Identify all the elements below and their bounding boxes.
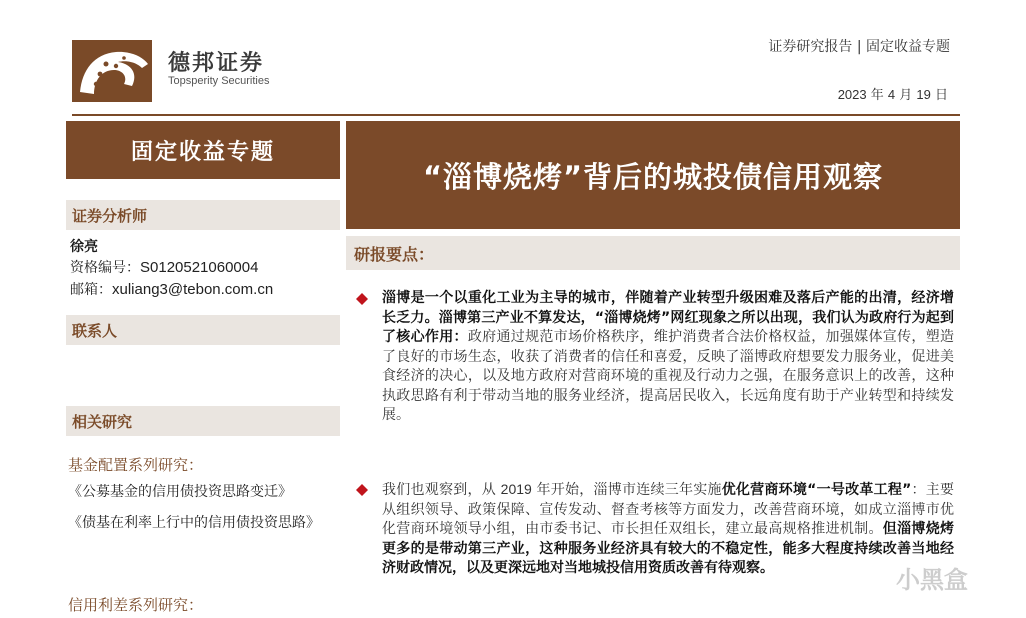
brand-logo: [72, 40, 152, 102]
header-divider: [72, 114, 960, 116]
related-research-heading: 相关研究: [66, 406, 340, 436]
report-type: 证券研究报告 | 固定收益专题: [768, 39, 950, 55]
key-point-text: ：主要从组织领导、政策保障、宣传发动、督查考核等方面发力，改善营商环境，如成立淄博市优化营商环境领导小组，由市委书记、市长担任双组长，建立最高规格推进机制。: [382, 482, 955, 537]
related-link[interactable]: 《债基在利率上行中的信用债投资思路》: [68, 515, 320, 531]
brand-name-english: Topsperity Securities: [168, 75, 270, 87]
date-month-unit: 月: [895, 88, 917, 103]
key-point-year: 2019: [500, 481, 532, 497]
key-point-paragraph: [382, 480, 954, 579]
analyst-email: [70, 279, 273, 299]
related-link[interactable]: 《公募基金的信用债投资思路变迁》: [68, 484, 292, 500]
analyst-name: 徐亮: [70, 239, 98, 255]
date-year-unit: 年: [866, 88, 888, 103]
credit-series-heading: 信用利差系列研究：: [68, 596, 204, 614]
key-point-emphasis: 但淄博烧烤更多的是带动第三产业，这种服务业经济具有较大的不稳定性，能多大程度持续改善当地经济财政情况，以及更深远地对当地城投信用资质改善有待观察。: [382, 521, 955, 576]
report-title: “淄博烧烤”背后的城投债信用观察: [346, 121, 960, 229]
key-point-text: 年开始，淄博市连续三年实施: [531, 482, 722, 498]
key-point-paragraph: [382, 289, 954, 426]
bullet-diamond-icon: [356, 293, 368, 305]
key-point-emphasis: 淄博是一个以重化工业为主导的城市，伴随着产业转型升级困难及落后产能的出清，经济增长乏力。淄博第三产业不算发达，“淄博烧烤”网红现象之所以出现，我们认为政府行为起到了核心作用：: [382, 290, 954, 345]
category-banner: 固定收益专题: [66, 121, 340, 179]
bullet-diamond-icon: [356, 484, 368, 496]
email-label: 邮箱：: [70, 282, 112, 298]
analyst-heading: 证券分析师: [66, 200, 340, 230]
email-value[interactable]: xuliang3@tebon.com.cn: [112, 281, 274, 298]
watermark: 小黑盒: [896, 566, 968, 594]
key-points-heading: 研报要点：: [346, 236, 960, 270]
date-day: 19: [916, 87, 931, 102]
key-point-text: 我们也观察到，从: [382, 482, 501, 498]
brand-name: 德邦证券: [168, 51, 265, 76]
fund-series-heading: 基金配置系列研究：: [68, 456, 204, 474]
date-year: 2023: [837, 87, 867, 102]
contact-heading: 联系人: [66, 315, 340, 345]
key-point-emphasis: 优化营商环境“一号改革工程”: [721, 482, 912, 498]
analyst-certificate: [70, 257, 258, 277]
cert-value: S0120521060004: [140, 259, 259, 276]
cert-label: 资格编号：: [70, 260, 140, 276]
date-month: 4: [887, 87, 896, 102]
report-date: [838, 84, 948, 103]
key-point-text: 政府通过规范市场价格秩序，维护消费者合法价格权益，加强媒体宣传，塑造了良好的市场生态，收获了消费者的信任和喜爱，反映了淄博政府想要发力服务业，促进美食经济的决心，以及地方政府对营商环境的重视及行动力之强，在服务意识上的改善，这种执政思路有利于带动当地的服务业经济，提高居民收入，长远角度有助于产业转型和持续发展。: [382, 329, 955, 423]
date-day-unit: 日: [930, 88, 948, 103]
